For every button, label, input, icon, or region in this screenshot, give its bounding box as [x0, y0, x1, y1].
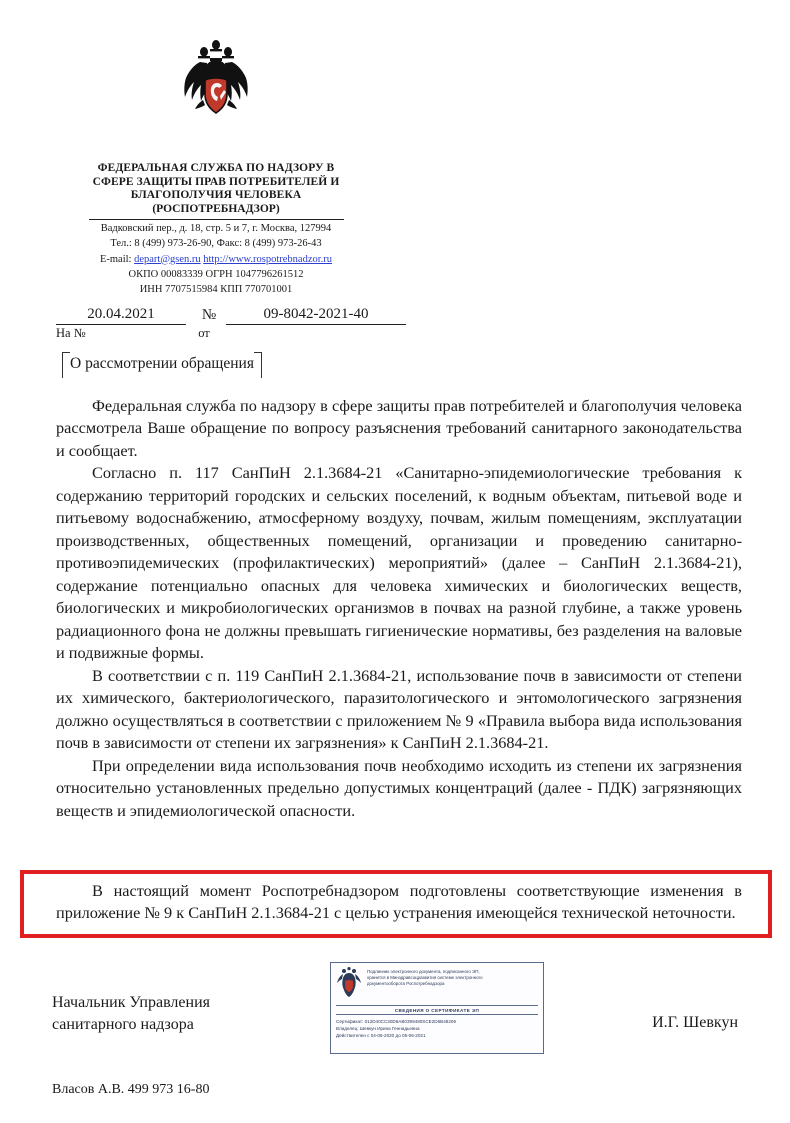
signer-position-line-2: санитарного надзора: [52, 1015, 194, 1033]
stamp-validity-row: [336, 1032, 538, 1039]
stamp-notice: [367, 967, 483, 987]
document-executor: Власов А.В. 499 973 16-80: [52, 1082, 210, 1097]
email-label: E-mail:: [99, 253, 132, 265]
body-paragraph-1: Федеральная служба по надзору в сфере защиты прав потребителей и благополучия человека рассмотрела Ваше обращение по вопросу разъяснения требований санитарного законодательства и сообщает.: [56, 396, 742, 460]
document-body: [56, 395, 742, 822]
document-number: 09-8042-2021-40: [226, 306, 406, 325]
email-link[interactable]: depart@gsen.ru: [134, 253, 201, 265]
number-symbol: №: [201, 307, 217, 323]
stamp-owner-row: [336, 1025, 538, 1032]
stamp-certificate-label: Сертификат:: [336, 1019, 364, 1024]
stamp-notice-line-1: Подлинник электронного документа, подписанного ЭП,: [367, 969, 480, 974]
body-paragraph-3: В соответствии с п. 119 СанПиН 2.1.3684-21, использование почв в зависимости от степени их химического, бактериологического, паразитологического и энтомологического загрязнения должно осуществляться в соответствии с приложением № 9 «Правила выбора вида использования почв в зависимости от степени их загрязнения» к СанПиН 2.1.3684-21.: [56, 665, 742, 753]
stamp-validity-value: 04-06-2020 до 05-06-2021: [370, 1033, 426, 1039]
incoming-date-label: от: [198, 326, 210, 340]
stamp-owner-label: Владелец:: [336, 1026, 359, 1032]
website-link[interactable]: http://www.rospotrebnadzor.ru: [203, 253, 333, 265]
stamp-notice-line-3: документооборота Роспотребнадзора: [367, 980, 445, 986]
org-inn: ИНН 7707515984 КПП 770701001: [139, 283, 293, 295]
stamp-certificate-row: [336, 1018, 538, 1025]
document-date: 20.04.2021: [56, 306, 186, 325]
highlighted-paragraph-container: [56, 880, 742, 925]
document-subject: О рассмотрении обращения: [62, 352, 262, 377]
stamp-emblem-icon: [336, 967, 362, 1002]
stamp-top: [336, 967, 538, 1002]
coat-of-arms-emblem-icon: [170, 38, 262, 146]
org-address: Вадковский пер., д. 18, стр. 5 и 7, г. Москва, 127994: [100, 223, 332, 235]
stamp-details: [336, 1018, 538, 1039]
stamp-owner-value: Шевкун Ирина Геннадьевна: [359, 1026, 420, 1032]
signer-position: [52, 992, 210, 1035]
stamp-notice-line-2: хранится в Минздравсоцразвития системе электронного: [367, 974, 483, 980]
org-okpo: ОКПО 00083339 ОГРН 1047796261512: [128, 268, 304, 280]
org-title-line-3: БЛАГОПОЛУЧИЯ ЧЕЛОВЕКА: [130, 189, 302, 202]
org-contacts: [56, 253, 376, 266]
signer-position-line-1: Начальник Управления: [52, 994, 210, 1011]
org-phone: Тел.: 8 (499) 973-26-90, Факс: 8 (499) 973-26-43: [110, 238, 322, 250]
digital-signature-stamp: [330, 962, 544, 1054]
org-title-line-2: СФЕРЕ ЗАЩИТЫ ПРАВ ПОТРЕБИТЕЛЕЙ И: [92, 175, 340, 188]
letterhead-divider: [89, 219, 344, 220]
stamp-header: СВЕДЕНИЯ О СЕРТИФИКАТЕ ЭП: [336, 1005, 538, 1015]
stamp-validity-label: Действителен с: [336, 1033, 370, 1039]
incoming-number-label: На №: [56, 326, 86, 340]
highlighted-paragraph: В настоящий момент Роспотребнадзором подготовлены соответствующие изменения в приложение № 9 к СанПиН 2.1.3684-21 с целью устранения имеющейся технической неточности.: [56, 881, 742, 923]
document-meta-row: [56, 306, 416, 341]
letterhead: [56, 162, 376, 296]
body-paragraph-4: При определении вида использования почв необходимо исходить из степени их загрязнения относительно установленных предельно допустимых концентраций (далее - ПДК) загрязняющих веществ и эпидемиологической опасности.: [56, 755, 742, 820]
body-paragraph-2: Согласно п. 117 СанПиН 2.1.3684-21 «Санитарно-эпидемиологические требования к содержанию территорий городских и сельских поселений, к водным объектам, питьевой воде и питьевому водоснабжению, атмосферному воздуху, почвам, жилым помещениям, эксплуатации производственных, общественных помещений, организации и проведению санитарно-противоэпидемических (профилактических) мероприятий» (далее – СанПиН 2.1.3684-21), содержание потенциально опасных для человека химических и биологических веществ, биологических и микробиологических организмов в почвах на разной глубине, а также уровень радиационного фона не должны превышать гигиенические нормативы, без разделения на валовые и подвижные формы.: [56, 463, 742, 663]
org-short-name: (РОСПОТРЕБНАДЗОР): [152, 202, 280, 215]
org-title-line-1: ФЕДЕРАЛЬНАЯ СЛУЖБА ПО НАДЗОРУ В: [97, 162, 335, 174]
signer-name: И.Г. Шевкун: [652, 1014, 738, 1031]
stamp-certificate-value: 012D40CC30D6AB0399480SCE2D6B48206: [364, 1019, 457, 1024]
